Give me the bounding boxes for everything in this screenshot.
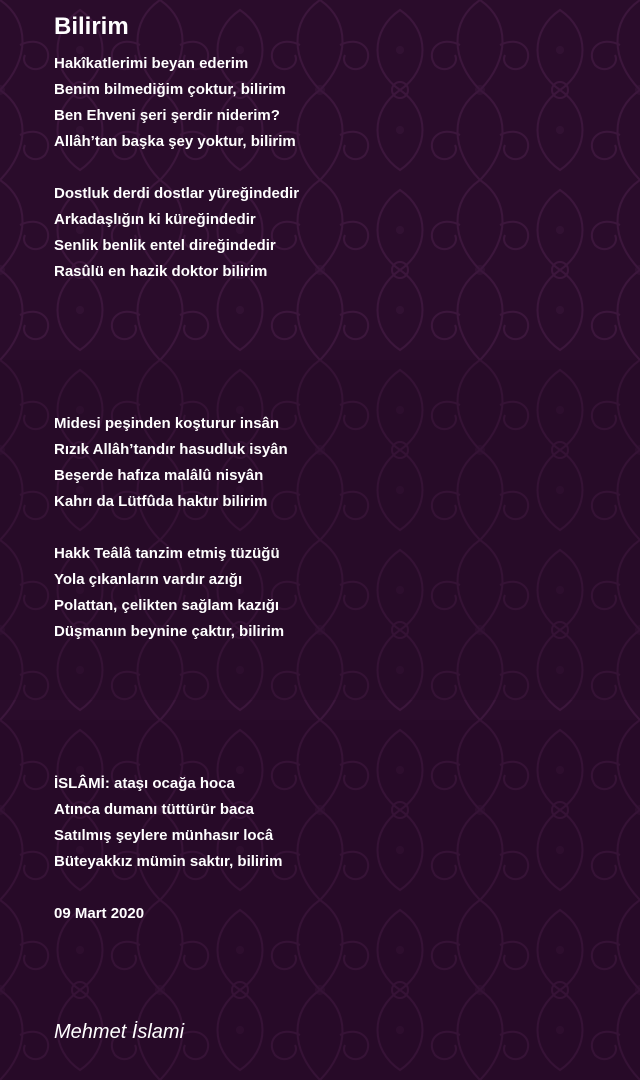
stanza-4 (54, 541, 284, 645)
poem-line: Ben Ehveni şeri şerdir niderim? (54, 107, 280, 124)
poem-line: Polattan, çelikten sağlam kazığı (54, 597, 280, 614)
poem-line: Satılmış şeylere münhasır locâ (54, 827, 274, 844)
poem-line: Rasûlü en hazik doktor bilirim (54, 263, 268, 280)
poem-line: Büteyakkız mümin saktır, bilirim (54, 853, 283, 870)
poem-date: 09 Mart 2020 (54, 905, 145, 922)
poem-author: Mehmet İslami (54, 1021, 185, 1043)
poem-line: Dostluk derdi dostlar yüreğindedir (54, 185, 300, 202)
poem-line: İSLÂMİ: ataşı ocağa hoca (54, 775, 235, 792)
poem-line: Düşmanın beynine çaktır, bilirim (54, 623, 285, 640)
stanza-1 (54, 51, 296, 155)
poem-line: Benim bilmediğim çoktur, bilirim (54, 81, 286, 98)
stanza-3 (54, 411, 288, 515)
poem-line: Yola çıkanların vardır azığı (54, 571, 243, 588)
stanza-2 (54, 181, 299, 285)
poem-line: Kahrı da Lütfûda haktır bilirim (54, 493, 268, 510)
stanza-5 (54, 771, 282, 875)
poem-line: Beşerde hafıza malâlû nisyân (54, 467, 264, 484)
poem-line: Arkadaşlığın ki küreğindedir (54, 211, 256, 228)
poem-title: Bilirim (54, 13, 129, 40)
poem-line: Hakk Teâlâ tanzim etmiş tüzüğü (54, 545, 280, 562)
poem-line: Hakîkatlerimi beyan ederim (54, 55, 249, 72)
poem-line: Allâh’tan başka şey yoktur, bilirim (54, 133, 296, 150)
poem-line: Atınca dumanı tüttürür baca (54, 801, 255, 818)
poem-line: Midesi peşinden koşturur insân (54, 415, 280, 432)
poem-line: Rızık Allâh’tandır hasudluk isyân (54, 441, 288, 458)
poem-line: Senlik benlik entel direğindedir (54, 237, 276, 254)
